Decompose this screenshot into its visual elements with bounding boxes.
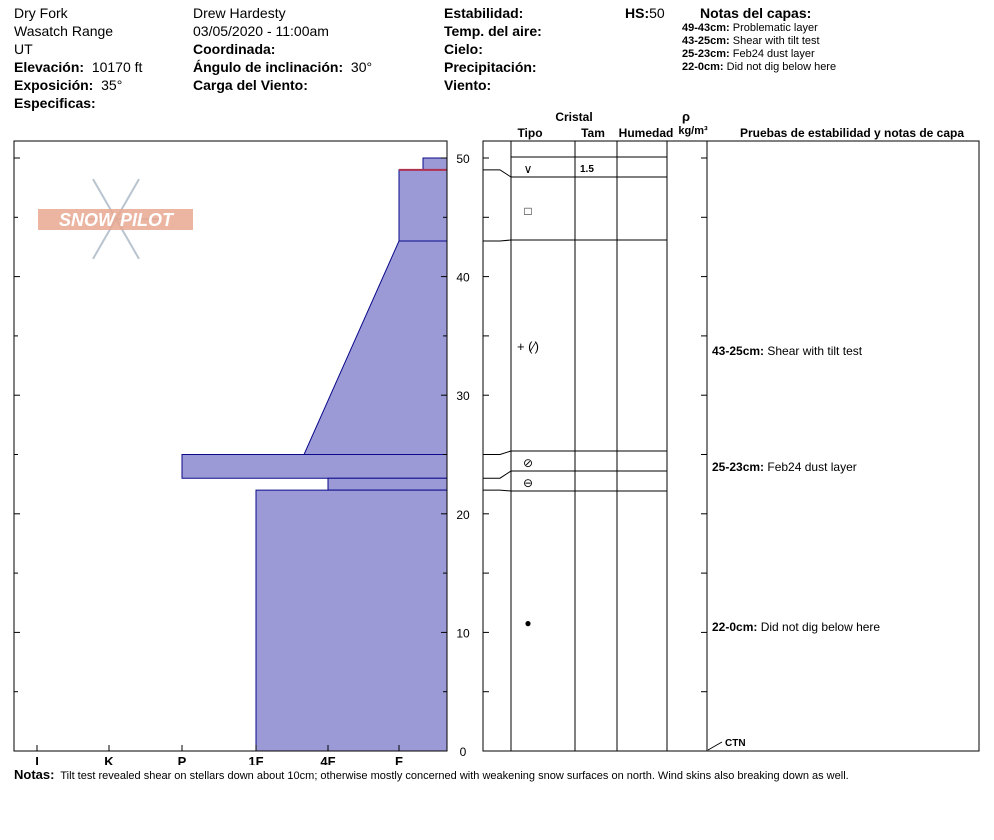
snowpilot-logo <box>38 179 193 259</box>
y-tick-label: 30 <box>456 389 470 404</box>
air-temp: Temp. del aire: <box>444 23 542 39</box>
ctn-label: CTN <box>725 738 746 749</box>
snow-height: HS:50 <box>625 5 665 21</box>
sky: Cielo: <box>444 41 483 57</box>
layer-connector <box>483 240 511 241</box>
layer-connector <box>483 170 511 177</box>
hardness-layer <box>182 455 447 479</box>
profile-notes-text: Tilt test revealed shear on stellars down about 10cm; otherwise mostly concerned with weakening snow surfaces on north. Wind skins also breaking down as well. <box>60 770 849 782</box>
column-headers <box>517 109 964 140</box>
slope-angle: Ángulo de inclinación: 30° <box>193 59 373 75</box>
state: UT <box>14 41 33 57</box>
hardness-layer <box>399 170 447 241</box>
observer: Drew Hardesty <box>193 5 286 21</box>
col-crystal: Cristal <box>555 110 593 124</box>
grain-symbol: ∨ <box>523 162 533 176</box>
grain-size: 1.5 <box>580 164 594 175</box>
col-density-unit: kg/m³ <box>678 125 708 137</box>
grain-symbol: ⊖ <box>522 476 534 490</box>
col-type: Tipo <box>517 126 543 140</box>
layer-note: 25-23cm: Feb24 dust layer <box>682 48 815 60</box>
hardness-layer <box>423 158 447 170</box>
specifics: Especificas: <box>14 95 96 111</box>
hardness-profile <box>182 158 447 751</box>
layer-note: 49-43cm: Problematic layer <box>682 22 818 34</box>
test-note: 43-25cm: Shear with tilt test <box>712 344 863 358</box>
ctn-pointer <box>708 742 722 750</box>
x-tick-label: F <box>395 754 403 765</box>
grain-symbol: ⊘ <box>522 456 534 470</box>
grain-symbol: ● <box>524 616 532 630</box>
aspect: Exposición: 35° <box>14 77 123 93</box>
x-tick-label: 4F <box>320 754 336 765</box>
y-tick-label: 0 <box>459 745 467 759</box>
x-tick-label: I <box>35 754 39 765</box>
range: Wasatch Range <box>14 23 114 39</box>
datetime: 03/05/2020 - 11:00am <box>193 23 329 39</box>
col-moisture: Humedad <box>618 126 674 140</box>
layer-connector <box>483 451 511 455</box>
y-tick-label: 40 <box>456 270 470 285</box>
y-tick-label: 20 <box>456 507 470 522</box>
hardness-layer <box>256 490 447 751</box>
grain-symbol: + (⁄) <box>516 339 540 354</box>
layer-note: 43-25cm: Shear with tilt test <box>682 35 820 47</box>
col-tests: Pruebas de estabilidad y notas de capa <box>739 126 965 140</box>
wind: Viento: <box>444 77 492 93</box>
test-note: 25-23cm: Feb24 dust layer <box>712 460 857 474</box>
x-tick-label: 1F <box>248 754 264 765</box>
col-size: Tam <box>581 126 605 140</box>
layer-notes-title: Notas del capas: <box>700 5 812 21</box>
hardness-layer <box>328 478 447 490</box>
wind-load: Carga del Viento: <box>193 77 308 93</box>
test-note: 22-0cm: Did not dig below here <box>712 620 881 634</box>
layer-frame <box>483 141 979 751</box>
layer-connector <box>483 490 511 491</box>
x-tick-label: K <box>104 754 114 765</box>
layer-connector <box>483 471 511 478</box>
y-tick-label: 50 <box>456 152 470 166</box>
logo-text: SNOW PILOT <box>59 210 173 230</box>
precipitation: Precipitación: <box>444 59 537 75</box>
chart-frames <box>14 141 979 751</box>
test-notes <box>708 344 880 750</box>
grain-symbol: □ <box>524 204 532 218</box>
col-density-symbol: ρ <box>681 109 691 124</box>
stability: Estabilidad: <box>444 5 524 21</box>
y-tick-label: 10 <box>456 626 470 641</box>
location: Dry Fork <box>14 5 68 21</box>
profile-notes: Notas: Tilt test revealed shear on stellars down about 10cm; otherwise mostly concerned with weakening snow surfaces on north. Wind skins also breaking down as well. <box>14 767 849 782</box>
elevation: Elevación: 10170 ft <box>14 59 143 75</box>
coordinates: Coordinada: <box>193 41 276 57</box>
layer-note: 22-0cm: Did not dig below here <box>682 61 837 73</box>
x-tick-label: P <box>177 754 187 765</box>
hardness-layer <box>304 241 447 454</box>
